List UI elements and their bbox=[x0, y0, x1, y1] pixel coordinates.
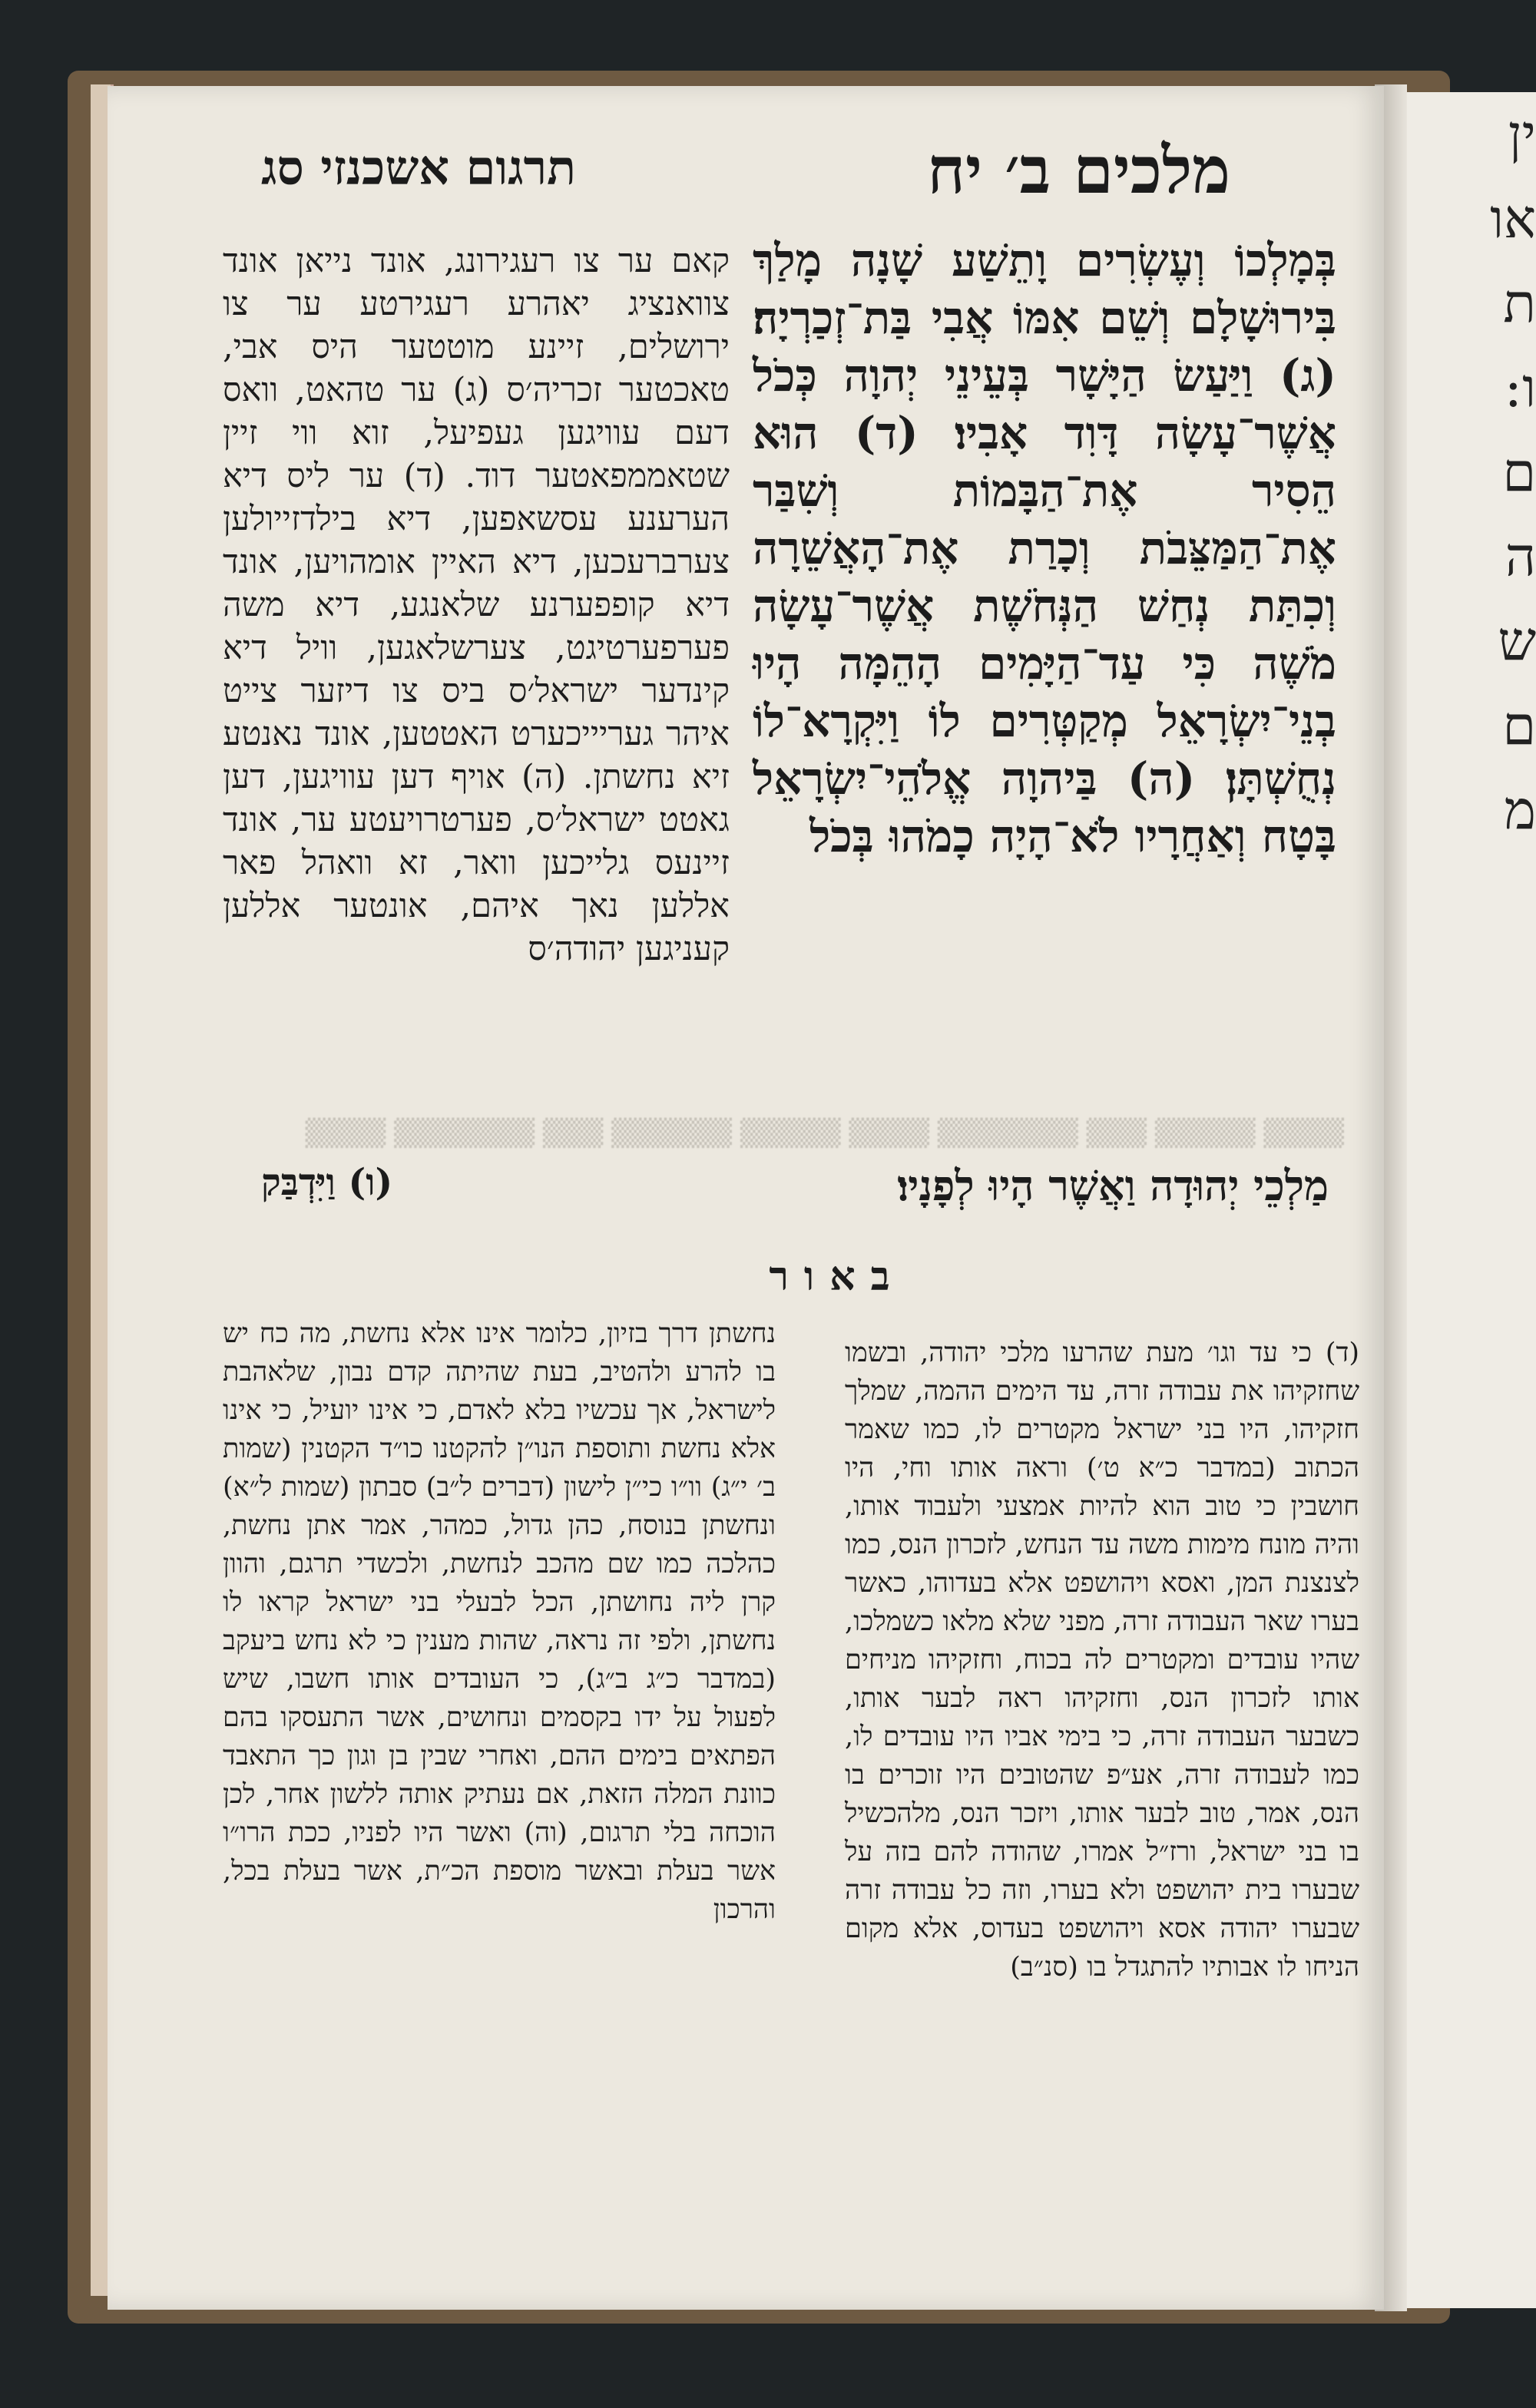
section-title: באור bbox=[769, 1253, 905, 1300]
next-verse-marker: (ו) וַיִּדְבַּק bbox=[261, 1161, 393, 1204]
translation-column: קאם ער צו רעגירונג, אונד נייאן אונד צוואנציג יאהרע רעגירטע ער צו ירושלים, זיינע מוטטער היס אבי, טאכטער זכריה׳ס (ג) ער טהאט, וואס דעם עוויגען געפיעל, זוא ווי זיין שטאממפאטער דוד. (ד) ער ליס דיא הערענע עסשאפען, דיא בילדזייולען צערברעכען, דיא האיין אומהויען, אונד דיא קופפערנע שלאנגע, דיא משה פערפערטיגט, צערשלאגען, וויל דיא קינדער ישראל׳ס ביס צו דיזער צייט איהר געריייכערט האטטען, אונד נאנטע זיא נחשתן. (ה) אויף דען עוויגען, דען גאטט ישראל׳ס, פערטרויעטע ער, אונד זיינעס גלייכען וואר, זא וואהל פאר אללען נאך איהם, אונטער אללען קעניגען יהודה׳ס bbox=[223, 242, 730, 968]
book-page bbox=[108, 86, 1384, 2310]
closing-verse: מַלְכֵי יְהוּדָה וַאֲשֶׁר הָיוּ לְפָנָיו׃ bbox=[897, 1161, 1329, 1210]
page-header bbox=[154, 132, 1338, 217]
bleed-through-shadow: ▒▒▒▒ ▒▒▒▒▒ ▒▒▒ ▒▒▒▒▒▒▒ ▒▒▒▒ ▒▒▒▒▒ ▒▒▒▒▒▒ ▒▒▒ ▒▒▒▒▒▒▒ ▒▒▒▒ bbox=[305, 1118, 1344, 1149]
translation-title: תרגום אשכנזי סג bbox=[261, 140, 576, 196]
commentary-left-column: נחשתן דרך בזיון, כלומר אינו אלא נחשת, מה כח יש בו להרע ולהטיב, בעת שהיתה קדם נבון, שלאהבת לישראל, אך עכשיו בלא לאדם, כי אינו יועיל, כי אינו אלא נחשת ותוספת הנו״ן להקטנו כו״ד הקטנין (שמות ב׳ י״ג) וו״ו כי״ן לישון (דברים ל״ב) סבתון (שמות ל״א) ונחשתן בנוסח, כהן גדול, כמהר, אמר אתן נחשת, כהלכה כמו שם מהכב לנחשת, ולכשדי תרגם, והוון קרן ליה נחושתן, הכל לבעלי בני ישראל קראו לו נחשתן, ולפי זה נראה, שהות מענין כי לא נחש ביעקב (במדבר כ״ג ב״ג), כי העובדים אותו חשבו, שיש לפעול על ידו בקסמים ונחושים, אשר התעסקו בהם הפתאים בימים ההם, ואחרי שבין בן וגון כך התאבד כוונת המלה הזאת, אם נעתיק אותה ללשון אחר, לכן הוכחה בלי תרגום, (וה) ואשר היו לפניו, ככת הרו״ו אשר בעלת ובאשר מוספת הכ״ת, אשר בעלת בכל, והרכון bbox=[223, 1318, 776, 1925]
facing-page-edge: ין או ת ו: ם ה ש ם מ bbox=[1407, 92, 1536, 2308]
commentary-right-column: (ד) כי עד וגו׳ מעת שהרעו מלכי יהודה, ובשמו שחזקיהו את עבודה זרה, עד הימים ההמה, שמלך חזקיהו, היו בני ישראל מקטרים לו, כמו שאמר הכתוב (במדבר כ״א ט׳) וראה אותו וחי, היו חושבין כי טוב הוא להיות אמצעי ולעבוד אותו, והיה מונח מימות משה עד הנחש, לזכרון הנס, כמו לצנצנת המן, ואסא ויהושפט אלא בעדוהו, כאשר בערו שאר העבודה זרה, מפני שלא מלאו כשמלכו, שהיו עובדים ומקטרים לה בכוח, וחזקיהו מניחים אותו לזכרון הנס, וחזקיהו ראה לבער אותו, כשבער העבודה זרה, כי בימי אביו היו עובדים לו, כמו לעבודה זרה, אע״פ שהטובים היו זוכרים בו הנס, אמר, טוב לבער אותו, ויזכר הנס, מלהכשיל בו בני ישראל, ורז״ל אמרו, שהודה להם בזה על שבערו בית יהושפט ולא בערו, וזה כל עבודה זרה שבערו יהודה אסא ויהושפט בעדוס, אלא מקום הניחו לו אבותיו להתגדל בו (סנ״ב) bbox=[845, 1338, 1359, 1983]
book-title: מלכים ב׳ יח bbox=[927, 132, 1230, 208]
closing-verse-line bbox=[261, 1161, 1329, 1222]
bible-text-column: בְּמָלְכוֹ וְעֶשְׂרִים וָתֵשַׁע שָׁנָה מָלַךְ בִּירוּשָׁלָם וְשֵׁם אִמּוֹ אֲבִי בַּת־זְכַרְיָה׃ (ג) וַיַּעַשׂ הַיָּשָׁר בְּעֵינֵי יְהוָה כְּכֹל אֲשֶׁר־עָשָׂה דָּוִד אָבִיו׃ (ד) הוּא הֵסִיר אֶת־הַבָּמוֹת וְשִׁבַּר אֶת־הַמַּצֵּבֹת וְכָרַת אֶת־הָאֲשֵׁרָה וְכִתַּת נְחַשׁ הַנְּחֹשֶׁת אֲשֶׁר־עָשָׂה מֹשֶׁה כִּי עַד־הַיָּמִים הָהֵמָּה הָיוּ בְנֵי־יִשְׂרָאֵל מְקַטְּרִים לוֹ וַיִּקְרָא־לוֹ נְחֻשְׁתָּן׃ (ה) בַּיהוָה אֱלֹהֵי־יִשְׂרָאֵל בָּטָח וְאַחֲרָיו לֹא־הָיָה כָמֹהוּ בְּכֹל bbox=[753, 234, 1336, 862]
